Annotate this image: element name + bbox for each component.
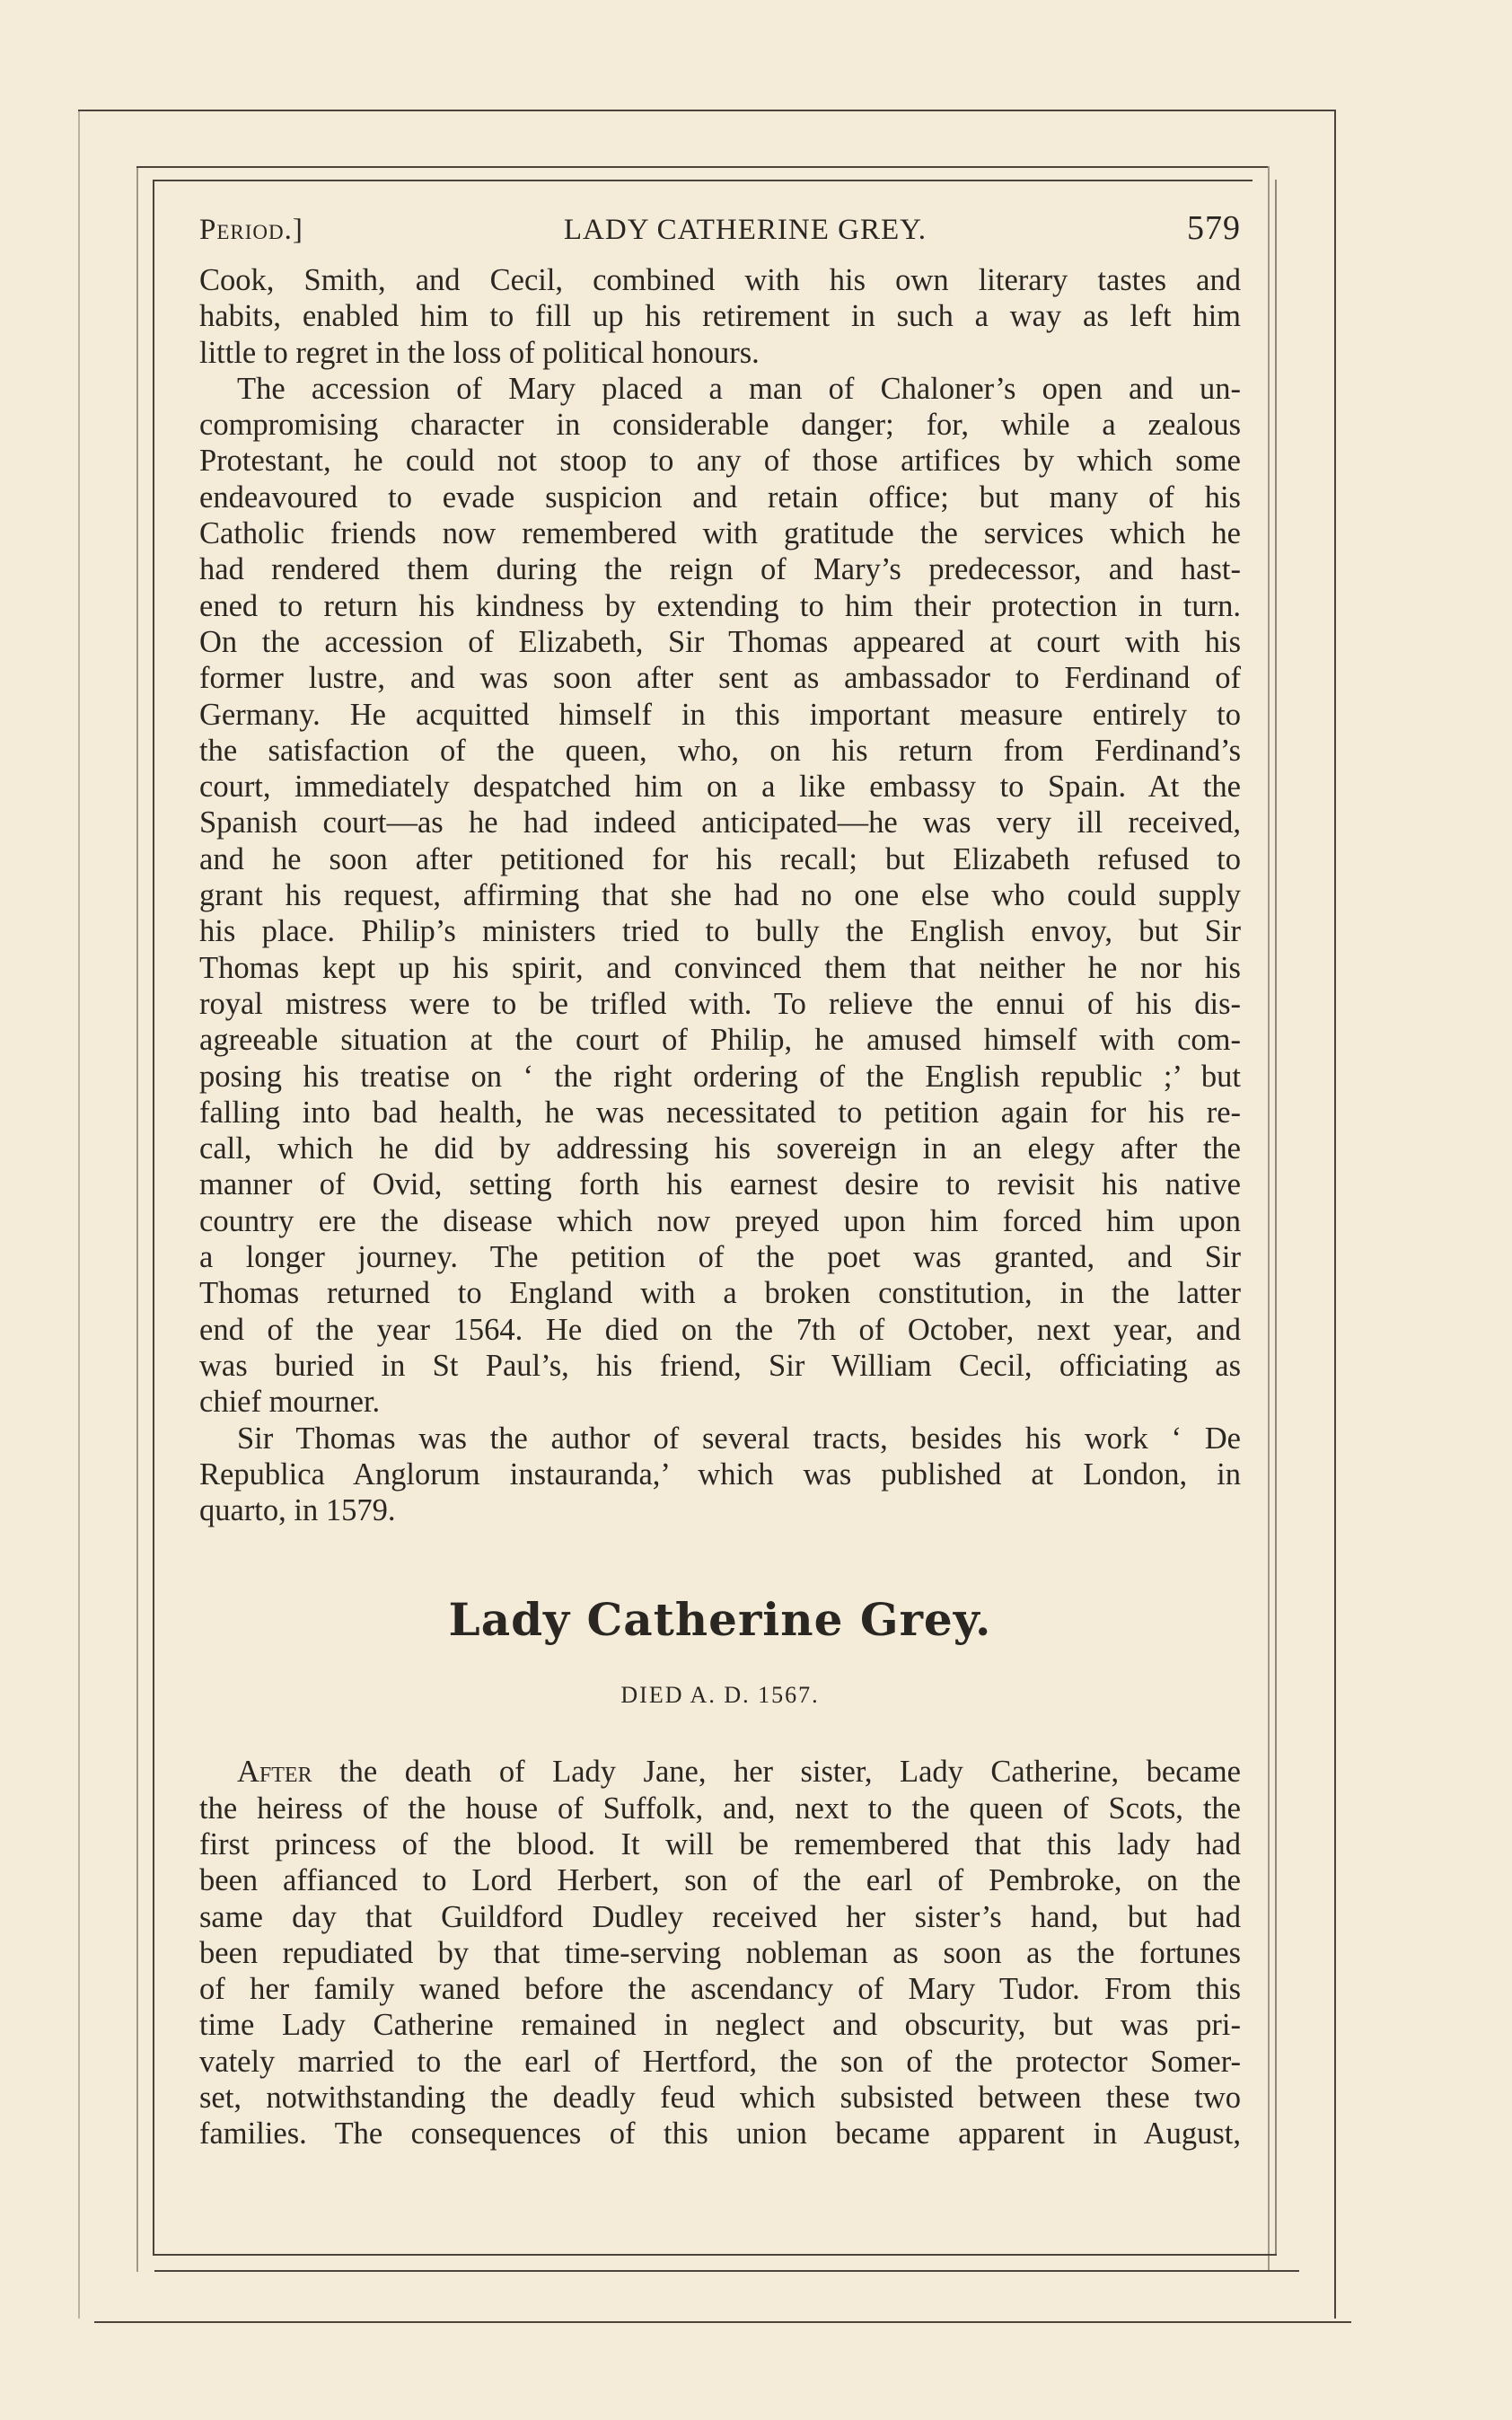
text-line: the satisfaction of the queen, who, on his return from Ferdinand’s — [199, 733, 1241, 768]
text-line: Republica Anglorum instauranda,’ which was published at London, in — [199, 1456, 1241, 1492]
text-line: end of the year 1564. He died on the 7th of October, next year, and — [199, 1312, 1241, 1347]
frame-rule — [154, 2270, 1299, 2272]
lead-word: After — [237, 1755, 312, 1790]
text-line: Protestant, he could not stoop to any of those artifices by which some — [199, 444, 1241, 479]
text-line: Thomas returned to England with a broken constitution, in the latter — [199, 1276, 1241, 1311]
book-page — [199, 208, 1241, 2152]
text-line: falling into bad health, he was necessitated to petition again for his re- — [199, 1095, 1241, 1130]
text-line: On the accession of Elizabeth, Sir Thomas appeared at court with his — [199, 624, 1241, 659]
text-line: time Lady Catherine remained in neglect and obscurity, but was pri- — [199, 2008, 1241, 2043]
text-line: manner of Ovid, setting forth his earnest desire to revisit his native — [199, 1167, 1241, 1202]
text-line: been repudiated by that time-serving nobleman as soon as the fortunes — [199, 1935, 1241, 1970]
text-line: families. The consequences of this union became apparent in August, — [199, 2116, 1241, 2152]
text-line: ened to return his kindness by extending to him their protection in turn. — [199, 588, 1241, 623]
text-line: chief mourner. — [199, 1385, 381, 1420]
paragraph — [199, 371, 1241, 1421]
text-line: of her family waned before the ascendancy of Mary Tudor. From this — [199, 1972, 1241, 2007]
text-line: agreeable situation at the court of Philip, he amused himself with com- — [199, 1023, 1241, 1058]
frame-rule — [1275, 180, 1277, 2256]
text-line: grant his request, affirming that she had no one else who could supply — [199, 878, 1241, 913]
chapter-subtitle: DIED A. D. 1567. — [620, 1682, 820, 1709]
frame-rule — [78, 110, 1335, 111]
text-line: call, which he did by addressing his sovereign in an elegy after the — [199, 1131, 1241, 1166]
chapter-title: Lady Catherine Grey. — [448, 1593, 992, 1647]
running-head-title: LADY CATHERINE GREY. — [563, 214, 927, 246]
text-line: set, notwithstanding the deadly feud which subsisted between these two — [199, 2081, 1241, 2116]
text-line: posing his treatise on ‘ the right ordering of the English republic ;’ but — [199, 1059, 1241, 1094]
text-line: former lustre, and was soon after sent as ambassador to Ferdinand of — [199, 661, 1241, 696]
text-line: was buried in St Paul’s, his friend, Sir William Cecil, officiating as — [199, 1348, 1241, 1383]
text-fragment: the death of Lady Jane, her sister, Lady Catherine, became — [312, 1755, 1241, 1790]
text-line: Cook, Smith, and Cecil, combined with his own literary tastes and — [199, 263, 1241, 297]
text-line: Sir Thomas was the author of several tracts, besides his work ‘ De — [237, 1421, 1241, 1456]
text-line: quarto, in 1579. — [199, 1493, 396, 1528]
text-line: been affianced to Lord Herbert, son of the earl of Pembroke, on the — [199, 1863, 1241, 1898]
text-line: first princess of the blood. It will be remembered that this lady had — [199, 1826, 1241, 1861]
text-line: Spanish court—as he had indeed anticipated—he was very ill received, — [199, 805, 1241, 840]
text-line: vately married to the earl of Hertford, the son of the protector Somer- — [199, 2044, 1241, 2079]
text-line: royal mistress were to be trifled with. To relieve the ennui of his dis- — [199, 986, 1241, 1021]
frame-rule — [153, 180, 154, 2256]
text-line: had rendered them during the reign of Mary’s predecessor, and hast- — [199, 552, 1241, 587]
text-line: compromising character in considerable danger; for, while a zealous — [199, 408, 1241, 443]
running-head — [199, 208, 1241, 262]
paragraph — [199, 1421, 1241, 1529]
text-line: Thomas kept up his spirit, and convinced them that neither he nor his — [199, 950, 1241, 985]
frame-rule — [1334, 110, 1336, 2319]
text-line: habits, enabled him to fill up his retirement in such a way as left him — [199, 299, 1241, 334]
frame-rule — [154, 2254, 1277, 2256]
text-line: Germany. He acquitted himself in this important measure entirely to — [199, 697, 1241, 732]
text-line: little to regret in the loss of political honours. — [199, 335, 760, 370]
running-head-period: Period.] — [199, 214, 303, 246]
text-line: same day that Guildford Dudley received her sister’s hand, but had — [199, 1899, 1241, 1934]
paragraph — [199, 262, 1241, 371]
text-line: court, immediately despatched him on a like embassy to Spain. At the — [199, 770, 1241, 805]
text-line: country ere the disease which now preyed upon him forced him upon — [199, 1203, 1241, 1238]
frame-rule — [1268, 166, 1270, 2272]
text-line — [199, 1754, 1241, 1790]
frame-rule — [153, 180, 1253, 181]
text-line: the heiress of the house of Suffolk, and, next to the queen of Scots, the — [199, 1791, 1241, 1826]
paragraph — [199, 1754, 1241, 2152]
frame-rule — [78, 110, 80, 2319]
text-line: and he soon after petitioned for his recall; but Elizabeth refused to — [199, 841, 1241, 876]
page-number: 579 — [1186, 209, 1241, 247]
frame-rule — [94, 2321, 1351, 2323]
text-line: The accession of Mary placed a man of Chaloner’s open and un- — [237, 371, 1241, 406]
frame-rule — [136, 166, 1268, 168]
text-line: Catholic friends now remembered with gratitude the services which he — [199, 516, 1241, 551]
frame-rule — [136, 166, 138, 2272]
text-line: a longer journey. The petition of the poet was granted, and Sir — [199, 1240, 1241, 1275]
text-line: his place. Philip’s ministers tried to bully the English envoy, but Sir — [199, 914, 1241, 949]
text-line: endeavoured to evade suspicion and retain office; but many of his — [199, 480, 1241, 515]
